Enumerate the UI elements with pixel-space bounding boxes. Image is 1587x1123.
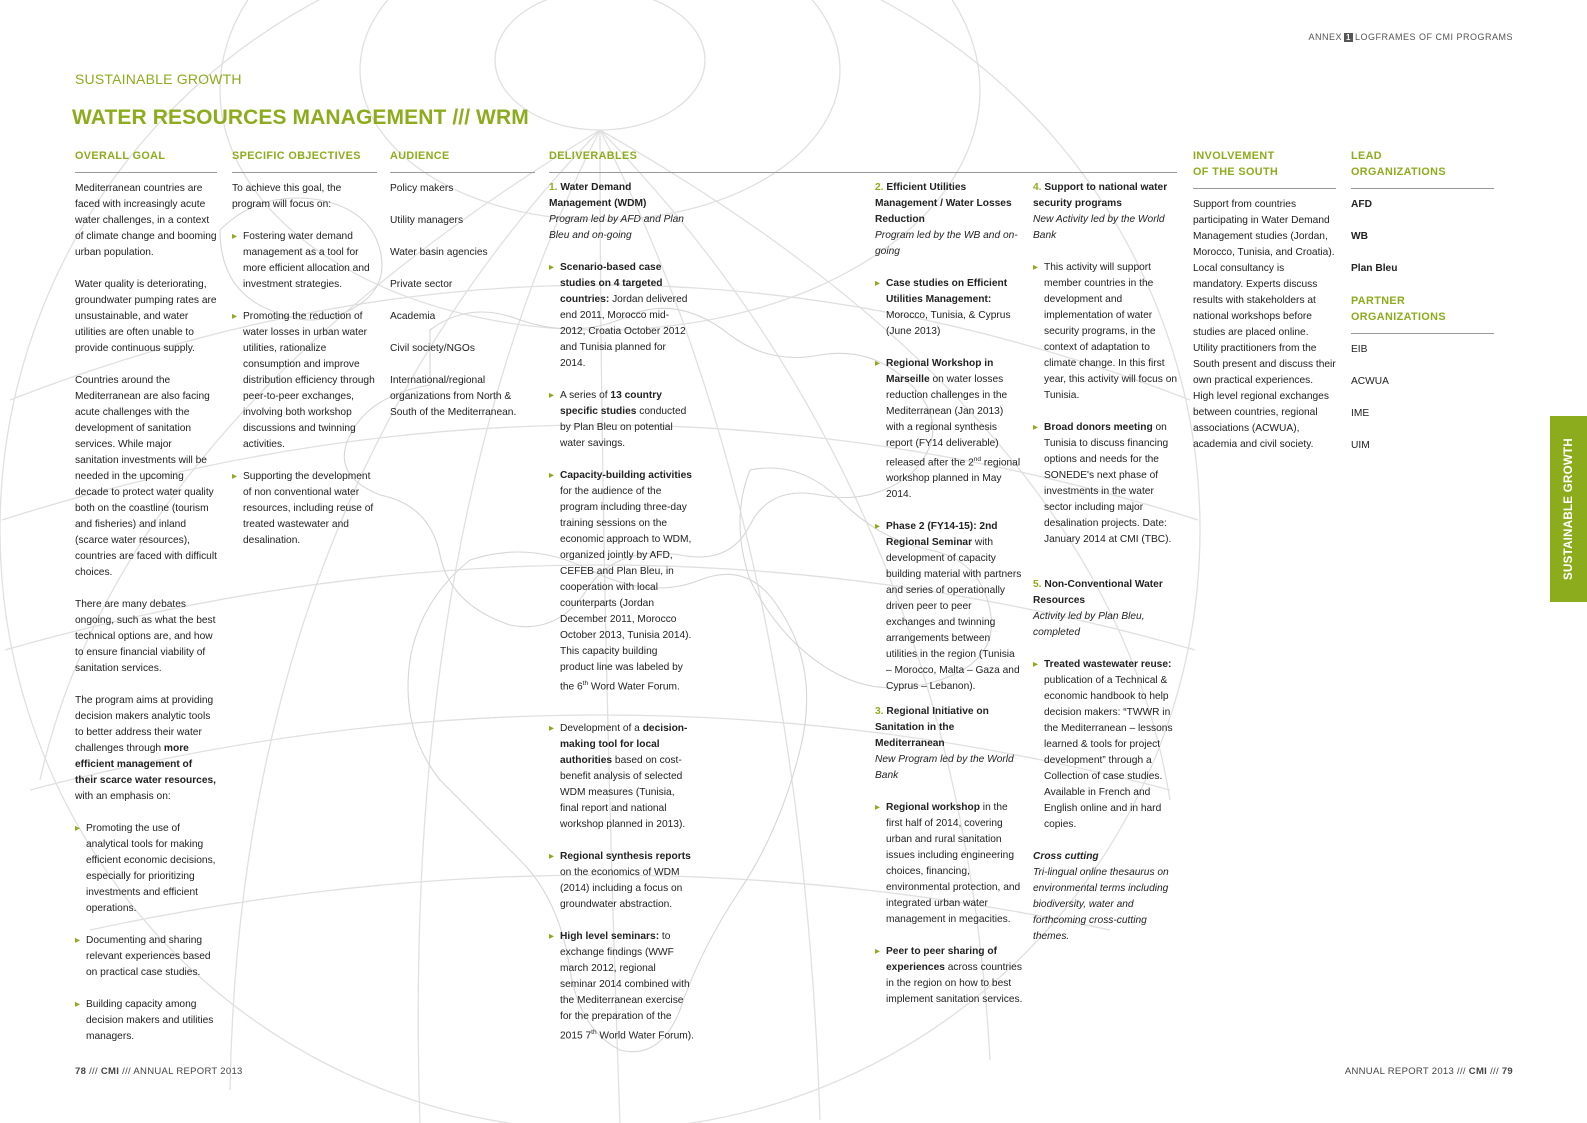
involvement-heading-line1: INVOLVEMENT xyxy=(1193,150,1275,162)
deliverable-5 xyxy=(1033,577,1178,945)
audience-item: Academia xyxy=(390,311,436,322)
bullet-text: in the first half of 2014, covering urban and rural sanitation issues including engineering choices, financing, environmental protection, and integrated urban water management in megacities. xyxy=(886,802,1021,925)
lead-org: AFD xyxy=(1351,199,1372,210)
deliverable-number: 2. xyxy=(875,182,884,193)
partner-heading-line1: PARTNER xyxy=(1351,295,1406,307)
footer-separator: /// xyxy=(119,1066,134,1077)
bullet-bold: Capacity-building activities xyxy=(560,470,692,481)
bullet-bold: High level seminars: xyxy=(560,931,660,943)
overall-goal-aim xyxy=(75,693,217,805)
bullet-text: Jordan delivered end 2011, Morocco mid-2012, Croatia October 2012 and Tunisia planned for 2014. xyxy=(560,294,688,369)
audience-item: Utility managers xyxy=(390,215,464,226)
footer-right xyxy=(1345,1066,1513,1077)
bullet-text: Word Water Forum. xyxy=(588,681,680,693)
cross-cutting-text: Tri-lingual online thesaurus on environmental terms including biodiversity, water and forthcoming cross-cutting themes. xyxy=(1033,867,1169,942)
bullet-text: across countries in the region on how to best implement sanitation services. xyxy=(886,962,1023,1005)
specific-objective-bullet: ▸ Promoting the reduction of water losses in urban water utilities, rationalize consumption and improve distribution efficiency through peer-to-peer exchanges, involving both workshop discussions and twinning activities. xyxy=(232,309,377,453)
bullet-text: on water losses reduction challenges in the Mediterranean (Jan 2013) with a regional synthesis report (FY14 deliverable) released after the 2 xyxy=(886,374,1008,469)
bullet-bold: Scenario-based case studies on 4 targeted countries: xyxy=(560,262,663,305)
audience-item: Policy makers xyxy=(390,183,454,194)
audience-heading: AUDIENCE xyxy=(390,148,535,173)
involvement-column xyxy=(1193,148,1336,469)
lead-heading xyxy=(1351,148,1494,189)
side-tab-label: SUSTAINABLE GROWTH xyxy=(1562,438,1575,580)
annex-prefix: ANNEX xyxy=(1308,32,1343,42)
partner-heading-line2: ORGANIZATIONS xyxy=(1351,311,1446,323)
deliverable-1 xyxy=(549,180,694,1061)
footer-left xyxy=(75,1066,243,1077)
lead-org: Plan Bleu xyxy=(1351,263,1398,274)
deliverable-bullet: ▸ This activity will support member countries in the development and implementation of water security programs, in the context of adaptation to climate change. In this first year, this activity will focus on Tunisia. xyxy=(1033,260,1178,404)
specific-objectives-column xyxy=(232,148,377,565)
deliverable-2-subtitle: Program led by the WB and on-going xyxy=(875,230,1018,257)
bullet-bold: Phase 2 (FY14-15): 2nd Regional Seminar xyxy=(886,521,998,549)
involvement-text: Support from countries participating in Water Demand Management studies (Jordan, Morocco, Tunisia, and Croatia). Local consultancy is mandatory. Experts discuss results with stakeholders at national workshops before studies are placed online. Utility practitioners from the South present and discuss their own practical experiences. High level regional exchanges between countries, regional associations (ACWUA), academia and civil society. xyxy=(1193,199,1336,450)
bullet-text: conducted by Plan Bleu on potential water savings. xyxy=(560,406,687,449)
lead-heading-line2: ORGANIZATIONS xyxy=(1351,166,1446,178)
bullet-bold: 13 country specific studies xyxy=(560,390,662,417)
audience-column xyxy=(390,148,535,437)
deliverables-header xyxy=(549,148,1177,181)
partner-org: UIM xyxy=(1351,440,1370,451)
footer-separator: /// xyxy=(1454,1066,1469,1077)
deliverable-bullet xyxy=(875,519,1023,695)
bullet-text: on Tunisia to discuss financing options and needs for the SONEDE's next phase of investments in the water sector including major desalination projects. Date: January 2014 at CMI (TBC). xyxy=(1044,422,1172,545)
bullet-text: regional workshop planned in May 2014. xyxy=(886,457,1021,501)
footer-brand: CMI xyxy=(100,1066,120,1077)
bullet-text: A series of xyxy=(560,390,611,401)
page-number: 79 xyxy=(1501,1066,1513,1077)
bullet-bold: Regional Workshop in Marseille xyxy=(886,358,994,385)
lead-heading-line1: LEAD xyxy=(1351,150,1382,162)
bullet-text: World Water Forum). xyxy=(596,1030,694,1042)
deliverable-bullet xyxy=(875,944,1023,1008)
deliverable-number: 4. xyxy=(1033,182,1042,193)
annex-header xyxy=(1309,32,1513,42)
audience-item: Private sector xyxy=(390,279,453,290)
deliverable-bullet xyxy=(549,468,694,695)
deliverable-3 xyxy=(875,704,1023,1024)
partner-org: EIB xyxy=(1351,344,1368,355)
footer-brand: CMI xyxy=(1468,1066,1488,1077)
overall-goal-paragraph: Countries around the Mediterranean are also facing acute challenges with the development of sanitation services. While major sanitation investments will be needed in the upcoming decade to protect water quality both on the coastline (tourism and fisheries) and inland (scarce water resources), countries are faced with difficult choices. xyxy=(75,375,217,578)
deliverable-number: 3. xyxy=(875,706,884,717)
deliverable-title-text: Water Demand Management (WDM) xyxy=(549,182,647,209)
annex-text: LOGFRAMES OF CMI PROGRAMS xyxy=(1354,32,1513,42)
bullet-text: Morocco, Tunisia, & Cyprus (June 2013) xyxy=(886,310,1011,337)
footer-text: ANNUAL REPORT 2013 xyxy=(1344,1066,1455,1077)
involvement-heading-line2: OF THE SOUTH xyxy=(1193,166,1279,178)
deliverable-bullet xyxy=(549,388,694,452)
bullet-text: Development of a xyxy=(560,723,643,735)
footer-separator: /// xyxy=(86,1066,101,1077)
deliverable-bullet xyxy=(875,276,1023,340)
deliverable-number: 5. xyxy=(1033,579,1042,590)
deliverable-bullet xyxy=(549,929,694,1044)
deliverable-bullet xyxy=(875,356,1023,503)
partner-org: IME xyxy=(1351,408,1370,419)
deliverable-bullet xyxy=(875,800,1023,928)
footer-separator: /// xyxy=(1487,1066,1502,1077)
overall-goal-paragraph: Water quality is deteriorating, groundwater pumping rates are unsustainable, and water utilities are often unable to provide continuous supply. xyxy=(75,279,217,354)
deliverable-3-title xyxy=(875,704,1023,752)
deliverable-5-subtitle: Activity led by Plan Bleu, completed xyxy=(1033,611,1145,638)
overall-goal-heading: OVERALL GOAL xyxy=(75,148,217,173)
bullet-bold: Case studies on Efficient Utilities Management: xyxy=(886,278,1008,305)
involvement-heading xyxy=(1193,148,1336,189)
deliverable-4 xyxy=(1033,180,1178,564)
bullet-bold: Regional synthesis reports xyxy=(560,851,691,863)
deliverable-bullet xyxy=(1033,657,1178,833)
organizations-column xyxy=(1351,148,1494,470)
lead-org: WB xyxy=(1351,231,1368,242)
bullet-bold: decision-making tool for local authorities xyxy=(560,723,688,767)
bullet-text: based on cost-benefit analysis of selected WDM measures (Tunisia, final report and national workshop planned in 2013). xyxy=(560,755,686,831)
bullet-text: to exchange findings (WWF march 2012, regional seminar 2014 combined with the Mediterranean exercise for the preparation of the 2015 7 xyxy=(560,931,690,1042)
superscript: th xyxy=(591,1029,597,1037)
specific-objective-bullet: ▸ Fostering water demand management as a tool for more efficient allocation and investment strategies. xyxy=(232,229,377,293)
deliverable-5-title xyxy=(1033,577,1178,609)
bullet-text: for the audience of the program including three-day training sessions on the economic approach to WDM, organized jointly by AFD, CEFEB and Plan Bleu, in cooperation with local counterparts (Jordan December 2011, Morocco October 2013, Tunisia 2014). This capacity building product line was labeled by the 6 xyxy=(560,486,692,693)
deliverables-heading: DELIVERABLES xyxy=(549,148,1177,173)
overall-goal-paragraph: Mediterranean countries are faced with increasingly acute water challenges, in a context of climate change and booming urban population. xyxy=(75,183,217,258)
cross-cutting-title: Cross cutting xyxy=(1033,851,1099,862)
overall-goal-bullet: ▸ Documenting and sharing relevant experiences based on practical case studies. xyxy=(75,933,217,981)
page-title: WATER RESOURCES MANAGEMENT /// WRM xyxy=(72,106,529,129)
specific-objectives-intro: To achieve this goal, the program will focus on: xyxy=(232,183,342,210)
bullet-text: publication of a Technical & economic handbook to help decision makers: “TWWR in the Mediterranean – lessons learned & tools for project development” through a Collection of case studies. Available in French and English online and in hard copies. xyxy=(1044,675,1173,830)
deliverable-2-title xyxy=(875,180,1023,228)
audience-item: International/regional organizations from North & South of the Mediterranean. xyxy=(390,375,517,418)
deliverable-2 xyxy=(875,180,1023,711)
overall-goal-paragraph: There are many debates ongoing, such as what the best technical options are, and how to ensure financial viability of sanitation services. xyxy=(75,599,216,674)
annex-number: 1 xyxy=(1346,33,1351,42)
audience-item: Water basin agencies xyxy=(390,247,488,258)
specific-objectives-heading: SPECIFIC OBJECTIVES xyxy=(232,148,377,173)
bullet-text: with development of capacity building material with partners and series of operationally driven peer to peer exchanges and twinning arrangements between utilities in the region (Tunisia – Morocco, Malta – Gaza and Cyprus – Lebanon). xyxy=(886,537,1022,693)
partner-org: ACWUA xyxy=(1351,376,1389,387)
deliverable-title-text: Non-Conventional Water Resources xyxy=(1033,579,1163,606)
audience-item: Civil society/NGOs xyxy=(390,343,475,354)
superscript: th xyxy=(582,680,589,687)
page-number: 78 xyxy=(75,1066,87,1077)
overall-goal-bullet: ▸ Promoting the use of analytical tools for making efficient economic decisions, especially for prioritizing investments and efficient operations. xyxy=(75,821,217,917)
bullet-bold: Treated wastewater reuse: xyxy=(1044,659,1172,670)
deliverable-title-text: Regional Initiative on Sanitation in the Mediterranean xyxy=(875,706,989,749)
deliverable-bullet xyxy=(549,849,694,913)
overall-goal-bullet: ▸ Building capacity among decision makers and utilities managers. xyxy=(75,997,217,1045)
deliverable-3-subtitle: New Program led by the World Bank xyxy=(875,754,1014,781)
bullet-text: on the economics of WDM (2014) including a focus on groundwater abstraction. xyxy=(560,867,683,911)
deliverable-4-title xyxy=(1033,180,1178,212)
footer-text: ANNUAL REPORT 2013 xyxy=(133,1066,243,1077)
deliverable-bullet xyxy=(1033,420,1178,548)
deliverable-title-text: Support to national water security programs xyxy=(1033,182,1168,209)
deliverable-number: 1. xyxy=(549,182,558,193)
specific-objective-bullet: ▸ Supporting the development of non conventional water resources, including reuse of treated wastewater and desalination. xyxy=(232,469,377,549)
bullet-bold: Regional workshop xyxy=(886,802,980,813)
deliverable-bullet xyxy=(549,721,694,833)
partner-heading xyxy=(1351,293,1494,334)
deliverable-1-subtitle: Program led by AFD and Plan Bleu and on-going xyxy=(549,214,684,241)
aim-bold: more efficient management of their scarce water resources, xyxy=(75,743,217,786)
section-side-tab xyxy=(1550,416,1587,602)
deliverable-title-text: Efficient Utilities Management / Water Losses Reduction xyxy=(875,182,1012,225)
superscript: nd xyxy=(973,456,982,463)
aim-text-end: with an emphasis on: xyxy=(75,791,171,802)
bullet-bold: Peer to peer sharing of experiences xyxy=(886,946,997,973)
overall-goal-column xyxy=(75,148,217,1061)
deliverable-4-subtitle: New Activity led by the World Bank xyxy=(1033,214,1165,241)
bullet-bold: Broad donors meeting xyxy=(1044,422,1153,433)
deliverable-1-title xyxy=(549,180,694,212)
deliverable-bullet xyxy=(549,260,694,372)
aim-text: The program aims at providing decision makers analytic tools to better address their water challenges through xyxy=(75,695,214,754)
section-label: SUSTAINABLE GROWTH xyxy=(75,71,242,87)
